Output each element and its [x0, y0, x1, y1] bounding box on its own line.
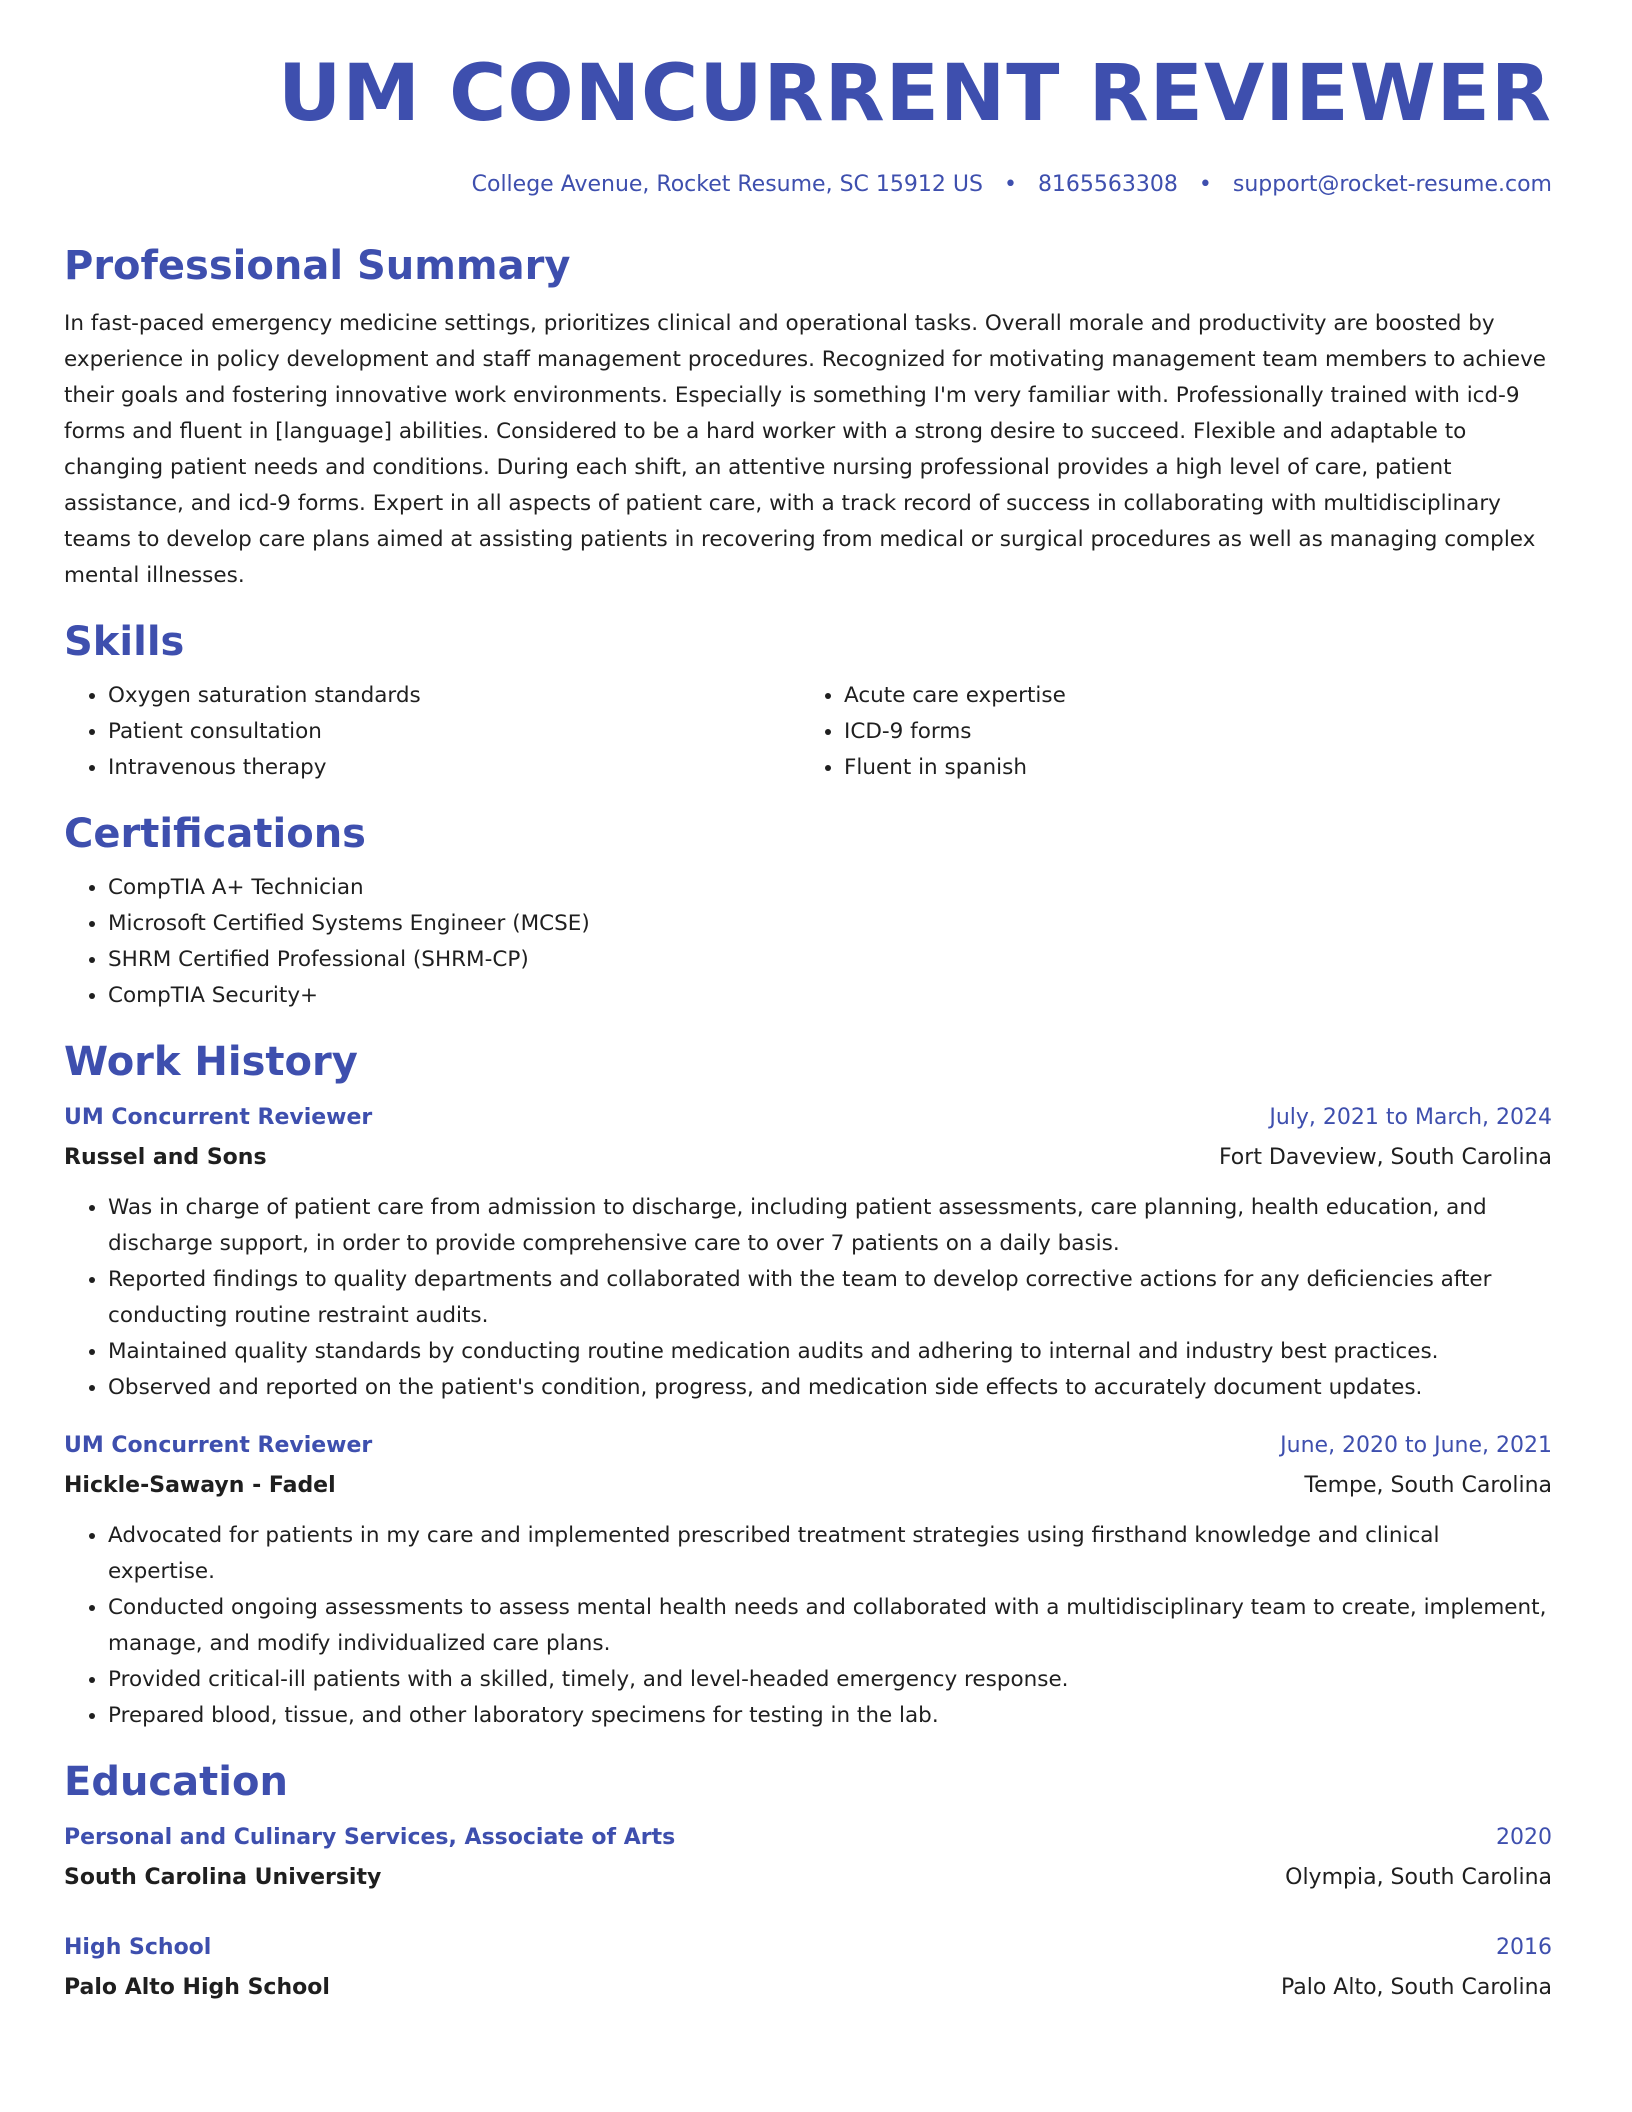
list-item: • Fluent in spanish	[844, 750, 1536, 786]
education-location: Olympia, South Carolina	[1285, 1865, 1552, 1891]
list-item: • Provided critical-ill patients with a skilled, timely, and level-headed emergency response.	[108, 1662, 1552, 1698]
list-item: • Observed and reported on the patient's condition, progress, and medication side effects to accurately document updates.	[108, 1370, 1552, 1406]
summary-section	[64, 242, 1552, 594]
skills-section	[64, 618, 1552, 786]
list-item: • Advocated for patients in my care and implemented prescribed treatment strategies using firsthand knowledge and clinical expertise.	[108, 1518, 1552, 1590]
education-entry	[64, 1928, 1552, 2008]
skills-column-right	[800, 678, 1536, 786]
contact-phone: 8165563308	[1037, 171, 1178, 197]
certifications-section	[64, 810, 1552, 1014]
education-degree: High School	[64, 1935, 212, 1961]
list-item: • CompTIA Security+	[108, 978, 1552, 1014]
job-title: UM Concurrent Reviewer	[64, 1105, 373, 1131]
contact-line	[64, 172, 1552, 198]
section-title-summary: Professional Summary	[64, 243, 571, 290]
contact-address: College Avenue, Rocket Resume, SC 15912 US	[471, 171, 983, 197]
skills-columns	[64, 678, 1552, 786]
skills-list-left	[64, 678, 800, 786]
summary-text: In fast-paced emergency medicine settings, prioritizes clinical and operational tasks. Overall morale and productivity are boosted by experience in policy development and staff management procedures. Recognized for motivating management team members to achieve their goals and fostering innovative work environments. Especially is something I'm very familiar with. Professionally trained with icd-9 forms and fluent in [language] abilities. Considered to be a hard worker with a strong desire to succeed. Flexible and adaptable to changing patient needs and conditions. During each shift, an attentive nursing professional provides a high level of care, patient assistance, and icd-9 forms. Expert in all aspects of patient care, with a track record of success in collaborating with multidisciplinary teams to develop care plans aimed at assisting patients in recovering from medical or surgical procedures as well as managing complex mental illnesses.	[64, 311, 1547, 589]
list-item: • Maintained quality standards by conducting routine medication audits and adhering to internal and industry best practices.	[108, 1334, 1552, 1370]
list-item: • Intravenous therapy	[108, 750, 800, 786]
section-title-education: Education	[64, 1759, 288, 1806]
resume-name: UM CONCURRENT REVIEWER	[278, 49, 1552, 139]
education-entry	[64, 1818, 1552, 1898]
job-location: Fort Daveview, South Carolina	[1218, 1145, 1552, 1171]
job-title: UM Concurrent Reviewer	[64, 1433, 373, 1459]
job-location: Tempe, South Carolina	[1304, 1473, 1552, 1499]
job-company: Hickle-Sawayn - Fadel	[64, 1473, 336, 1499]
list-item: • Acute care expertise	[844, 678, 1536, 714]
education-school: Palo Alto High School	[64, 1975, 330, 2001]
resume-page	[64, 49, 1552, 2008]
list-item: • Reported findings to quality departments and collaborated with the team to develop corrective actions for any deficiencies after conducting routine restraint audits.	[108, 1262, 1552, 1334]
education-school-row	[64, 1968, 1552, 2008]
skills-list-right	[800, 678, 1536, 786]
job-bullets	[64, 1190, 1552, 1406]
education-degree-row	[64, 1818, 1552, 1858]
list-item: • Was in charge of patient care from admission to discharge, including patient assessments, care planning, health education, and discharge support, in order to provide comprehensive care to over 7 patients on a daily basis.	[108, 1190, 1552, 1262]
job-dates: June, 2020 to June, 2021	[1280, 1433, 1552, 1459]
job-dates: July, 2021 to March, 2024	[1269, 1105, 1552, 1131]
list-item: • Prepared blood, tissue, and other laboratory specimens for testing in the lab.	[108, 1698, 1552, 1734]
contact-separator: •	[1198, 171, 1212, 197]
contact-email[interactable]: support@rocket-resume.com	[1232, 171, 1552, 197]
section-title-work: Work History	[64, 1039, 358, 1086]
job-bullets	[64, 1518, 1552, 1734]
job-title-row	[64, 1098, 1552, 1138]
job-title-row	[64, 1426, 1552, 1466]
list-item: • Oxygen saturation standards	[108, 678, 800, 714]
job-entry	[64, 1426, 1552, 1734]
list-item: • CompTIA A+ Technician	[108, 870, 1552, 906]
work-section	[64, 1038, 1552, 1734]
section-title-certifications: Certifications	[64, 811, 366, 858]
education-location: Palo Alto, South Carolina	[1280, 1975, 1552, 2001]
list-item: • Patient consultation	[108, 714, 800, 750]
certifications-list	[64, 870, 1552, 1014]
contact-separator: •	[1003, 171, 1017, 197]
education-year: 2016	[1496, 1935, 1552, 1961]
list-item: • ICD-9 forms	[844, 714, 1536, 750]
job-company: Russel and Sons	[64, 1145, 267, 1171]
education-year: 2020	[1496, 1825, 1552, 1851]
job-company-row	[64, 1138, 1552, 1178]
education-degree-row	[64, 1928, 1552, 1968]
education-school-row	[64, 1858, 1552, 1898]
job-company-row	[64, 1466, 1552, 1506]
education-section	[64, 1758, 1552, 2008]
list-item: • Microsoft Certified Systems Engineer (MCSE)	[108, 906, 1552, 942]
skills-column-left	[64, 678, 800, 786]
list-item: • Conducted ongoing assessments to assess mental health needs and collaborated with a multidisciplinary team to create, implement, manage, and modify individualized care plans.	[108, 1590, 1552, 1662]
job-entry	[64, 1098, 1552, 1406]
list-item: • SHRM Certified Professional (SHRM-CP)	[108, 942, 1552, 978]
section-title-skills: Skills	[64, 619, 185, 666]
education-school: South Carolina University	[64, 1865, 382, 1891]
education-degree: Personal and Culinary Services, Associate of Arts	[64, 1825, 676, 1851]
